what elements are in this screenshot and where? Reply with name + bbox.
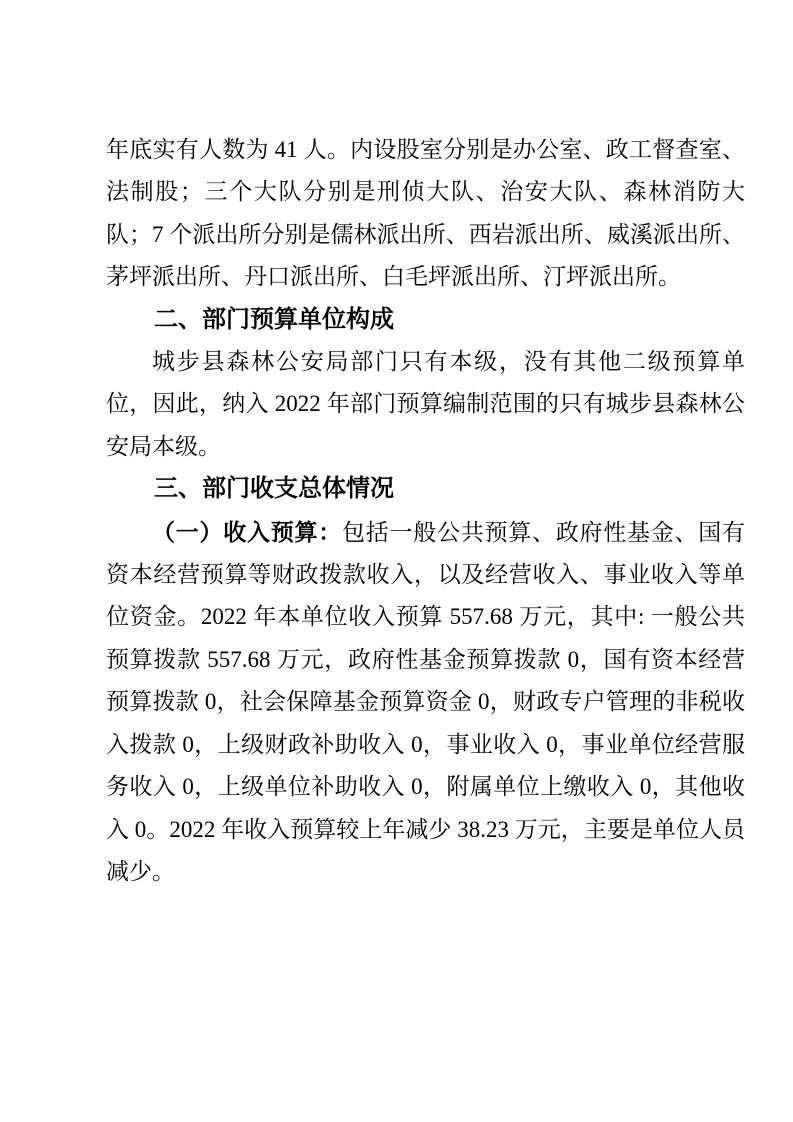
- paragraph-income-budget: [106, 511, 745, 894]
- income-budget-text: 包括一般公共预算、政府性基金、国有资本经营预算等财政拨款收入，以及经营收入、事业收入等单位资金。2022 年本单位收入预算 557.68 万元，其中: 一般公共预算拨款 557.68 万元，政府性基金预算拨款 0，国有资本经营预算拨款 0，社会保障基金预算资金 0，财政专户管理的非税收入拨款 0，上级财政补助收入 0，事业收入 0，事业单位经营服务收入 0，上级单位补助收入 0，附属单位上缴收入 0，其他收入 0。2022 年收入预算较上年减少 38.23 万元，主要是单位人员减少。: [106, 519, 745, 884]
- document-text-block: [106, 129, 745, 893]
- heading-section-2: 二、部门预算单位构成: [154, 305, 394, 333]
- income-budget-label: （一）收入预算：: [152, 518, 342, 545]
- paragraph-continuation: 年底实有人数为 41 人。内设股室分别是办公室、政工督查室、法制股；三个大队分别是刑侦大队、治安大队、森林消防大队；7 个派出所分别是儒林派出所、西岩派出所、威溪派出所、茅坪派出所、丹口派出所、白毛坪派出所、汀坪派出所。: [106, 137, 745, 290]
- paragraph-section-2: 城步县森林公安局部门只有本级，没有其他二级预算单位，因此，纳入 2022 年部门预算编制范围的只有城步县森林公安局本级。: [106, 349, 745, 459]
- heading-section-3: 三、部门收支总体情况: [154, 475, 394, 503]
